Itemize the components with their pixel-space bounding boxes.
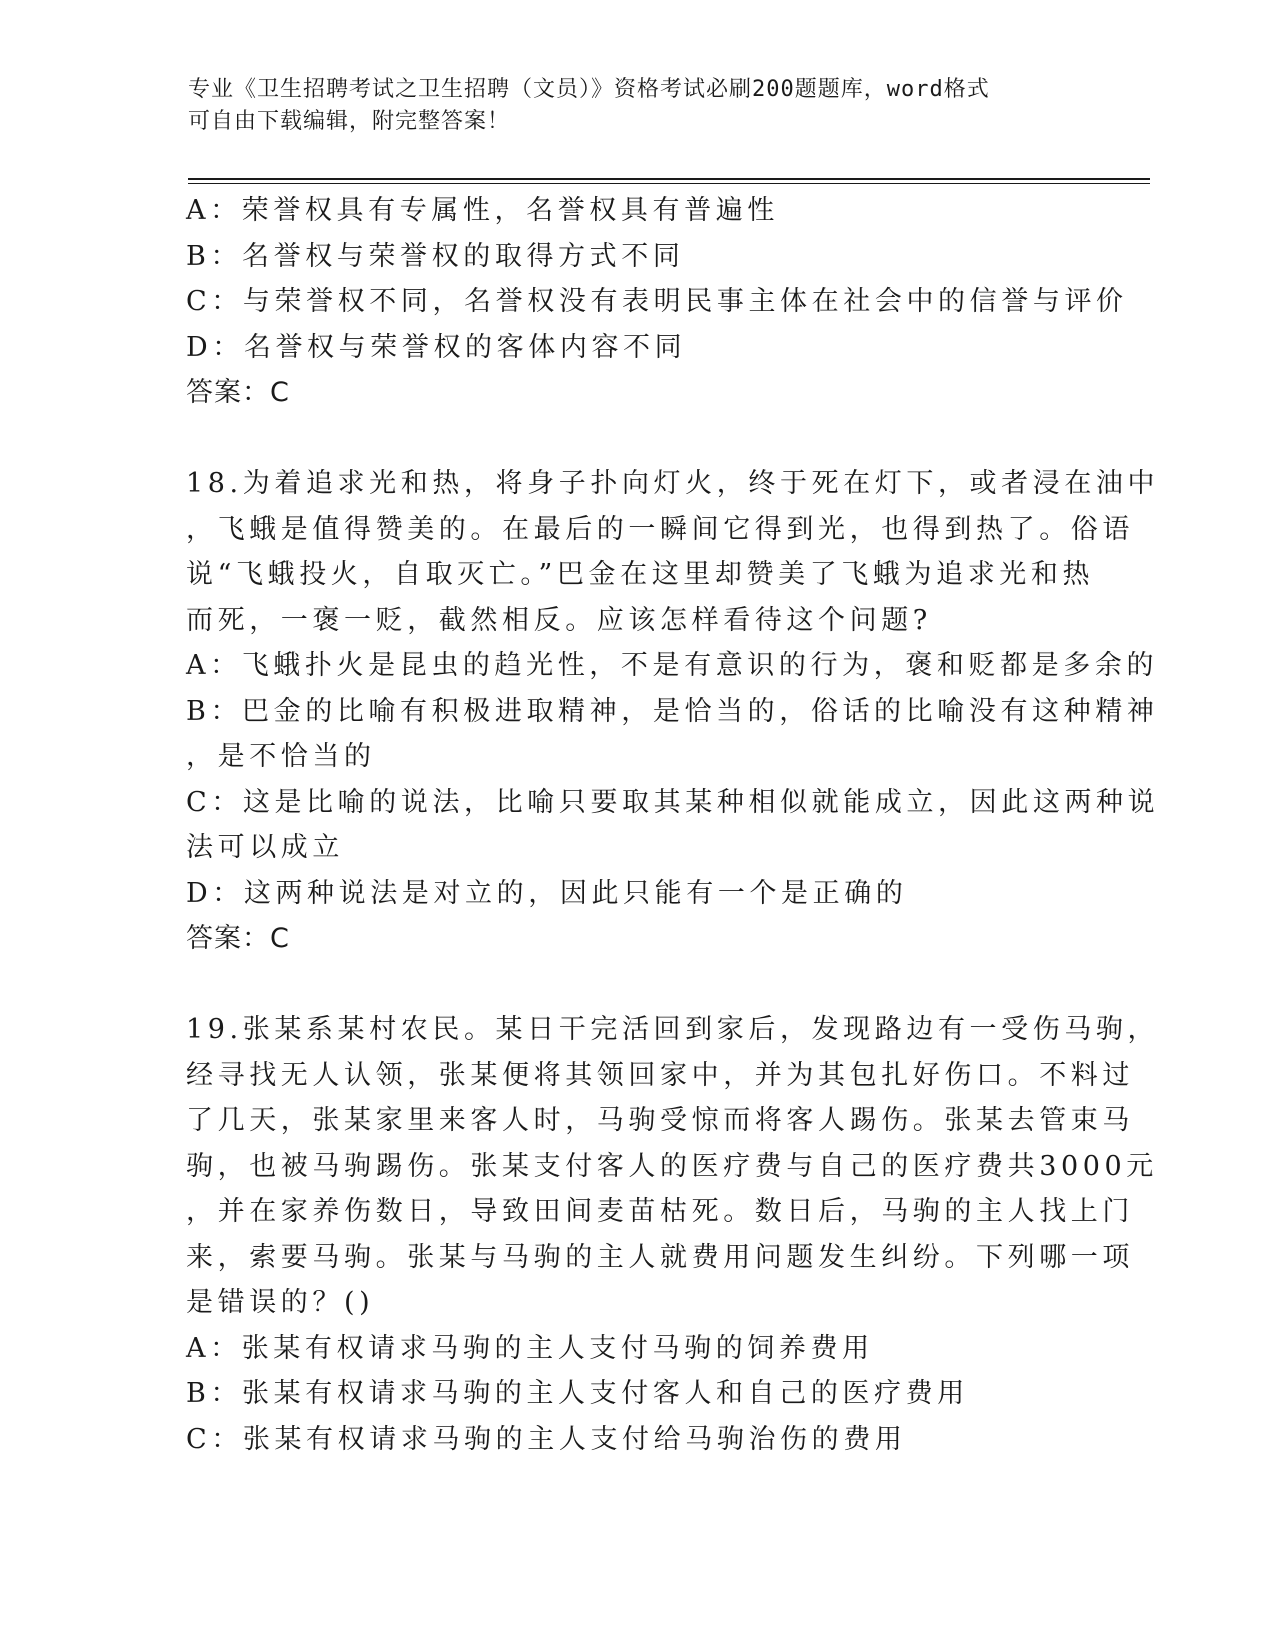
header-title-line-2: 可自由下载编辑，附完整答案！ bbox=[188, 109, 511, 134]
q17-answer: 答案：C bbox=[186, 377, 290, 408]
document-header bbox=[188, 74, 1068, 138]
spacer bbox=[186, 416, 1086, 462]
question-19 bbox=[186, 1007, 1160, 1462]
q18-option-a: A：飞蛾扑火是昆虫的趋光性，不是有意识的行为，褒和贬都是多余的 bbox=[186, 650, 1159, 681]
q17-option-a: A：荣誉权具有专属性，名誉权具有普遍性 bbox=[186, 195, 779, 226]
q18-stem-line: 18.为着追求光和热，将身子扑向灯火，终于死在灯下，或者浸在油中 bbox=[186, 468, 1160, 499]
q19-stem-line: 了几天，张某家里来客人时，马驹受惊而将客人踢伤。张某去管束马 bbox=[186, 1105, 1134, 1136]
header-title-line-1: 专业《卫生招聘考试之卫生招聘（文员）》资格考试必刷200题题库，word格式 bbox=[188, 77, 990, 102]
q18-option-d: D：这两种说法是对立的，因此只能有一个是正确的 bbox=[186, 877, 908, 909]
q19-stem-line: 是错误的？() bbox=[186, 1287, 375, 1318]
q18-option-b-cont: ，是不恰当的 bbox=[186, 741, 376, 772]
q18-option-c-cont: 法可以成立 bbox=[186, 832, 344, 863]
q17-option-b: B：名誉权与荣誉权的取得方式不同 bbox=[186, 240, 685, 272]
question-17 bbox=[186, 188, 1128, 416]
q17-option-c: C：与荣誉权不同，名誉权没有表明民事主体在社会中的信誉与评价 bbox=[186, 286, 1128, 317]
q18-stem-line: ，飞蛾是值得赞美的。在最后的一瞬间它得到光，也得到热了。俗语 bbox=[186, 513, 1134, 545]
q19-stem-line: 19.张某系某村农民。某日干完活回到家后，发现路边有一受伤马驹， bbox=[186, 1014, 1160, 1045]
header-divider-thin bbox=[188, 183, 1150, 184]
q19-stem-line: 驹，也被马驹踢伤。张某支付客人的医疗费与自己的医疗费共3000元 bbox=[186, 1150, 1158, 1182]
header-divider-thick bbox=[188, 178, 1150, 180]
q18-stem-line: 而死，一褒一贬，截然相反。应该怎样看待这个问题? bbox=[186, 604, 932, 636]
document-body bbox=[186, 188, 1160, 1462]
q19-stem-line: 来，索要马驹。张某与马驹的主人就费用问题发生纠纷。下列哪一项 bbox=[186, 1241, 1134, 1273]
question-18 bbox=[186, 461, 1160, 962]
q19-option-a: A：张某有权请求马驹的主人支付马驹的饲养费用 bbox=[186, 1332, 874, 1364]
q19-stem-line: ，并在家养伤数日，导致田间麦苗枯死。数日后，马驹的主人找上门 bbox=[186, 1196, 1134, 1227]
q18-option-b: B：巴金的比喻有积极进取精神，是恰当的，俗话的比喻没有这种精神 bbox=[186, 695, 1159, 727]
q19-stem-line: 经寻找无人认领，张某便将其领回家中，并为其包扎好伤口。不料过 bbox=[186, 1059, 1134, 1091]
q18-answer: 答案：C bbox=[186, 923, 290, 954]
q19-option-c: C：张某有权请求马驹的主人支付给马驹治伤的费用 bbox=[186, 1423, 907, 1455]
q19-option-b: B：张某有权请求马驹的主人支付客人和自己的医疗费用 bbox=[186, 1378, 969, 1409]
q17-option-d: D：名誉权与荣誉权的客体内容不同 bbox=[186, 331, 687, 363]
spacer bbox=[186, 962, 1086, 1008]
q18-option-c: C：这是比喻的说法，比喻只要取其某种相似就能成立，因此这两种说 bbox=[186, 786, 1160, 818]
q18-stem-line: 说“飞蛾投火，自取灭亡。”巴金在这里却赞美了飞蛾为追求光和热 bbox=[186, 559, 1095, 590]
